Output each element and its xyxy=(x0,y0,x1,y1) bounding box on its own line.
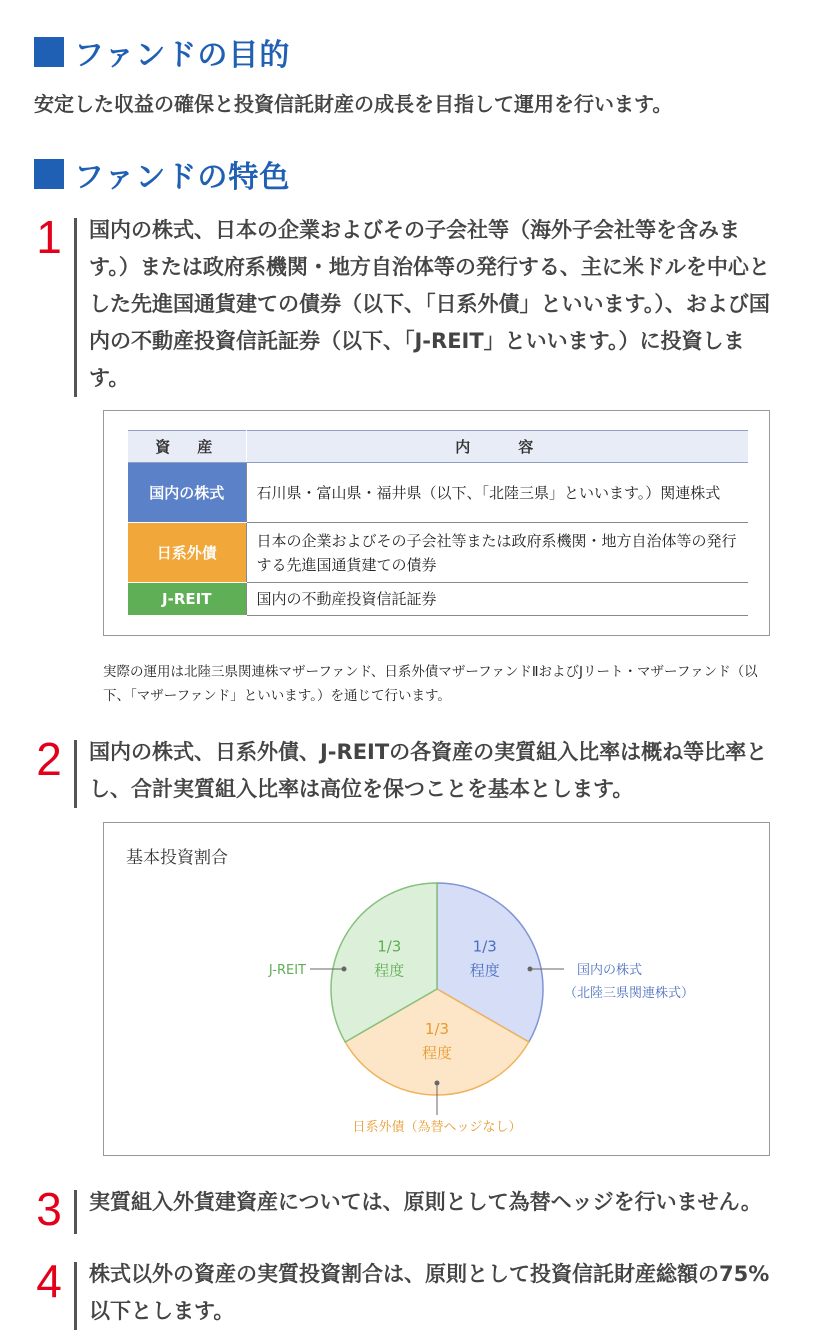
feature-item-3 xyxy=(34,1184,779,1234)
feature-divider xyxy=(74,1190,77,1234)
asset-label-jreit: J-REIT xyxy=(128,583,246,616)
operation-note: 実際の運用は北陸三県関連株マザーファンド、日系外債マザーファンドⅡおよびJリート・マザーファンド（以下、「マザーファンド」といいます。）を通じて行います。 xyxy=(103,664,758,704)
pie-slice-label: 程度 xyxy=(374,961,405,980)
feature-item-1 xyxy=(34,212,779,397)
heading-title: ファンドの目的 xyxy=(74,38,291,73)
allocation-pie-chart xyxy=(104,823,769,1155)
asset-content: 国内の不動産投資信託証券 xyxy=(246,583,748,616)
feature-text: 実質組入外貨建資産については、原則として為替ヘッジを行いません。 xyxy=(89,1190,762,1214)
feature-divider xyxy=(74,740,77,808)
asset-label-foreign-bonds: 日系外債 xyxy=(128,523,246,583)
table-row xyxy=(128,463,748,523)
table-row xyxy=(128,583,748,616)
pie-slice-label: 1/3 xyxy=(377,937,402,956)
asset-content: 日本の企業およびその子会社等または政府系機関・地方自治体等の発行する先進国通貨建ての債券 xyxy=(246,523,748,583)
pie-slice-label: 1/3 xyxy=(424,1020,450,1039)
pie-slice-label: 1/3 xyxy=(472,937,497,956)
allocation-chart-box xyxy=(103,822,770,1156)
feature-text: 国内の株式、日系外債、J-REITの各資産の実質組入比率は概ね等比率とし、合計実質組入比率は高位を保つことを基本とします。 xyxy=(89,740,768,801)
leader-dot xyxy=(528,967,533,972)
feature-item-4 xyxy=(34,1256,779,1330)
table-row xyxy=(128,523,748,583)
table-header-content: 内 容 xyxy=(246,431,748,463)
feature-number: 4 xyxy=(36,1255,62,1307)
feature-text: 株式以外の資産の実質投資割合は、原則として投資信託財産総額の75%以下とします。 xyxy=(89,1262,770,1323)
feature-item-2 xyxy=(34,734,779,808)
heading-square-icon xyxy=(34,159,64,189)
pie-slice-label: 程度 xyxy=(421,1044,453,1063)
legend-label-jreit: J-REIT xyxy=(268,963,306,978)
asset-content: 石川県・富山県・福井県（以下、「北陸三県」といいます。）関連株式 xyxy=(246,463,748,523)
section-heading-purpose xyxy=(34,30,290,74)
feature-text: 国内の株式、日本の企業およびその子会社等（海外子会社等を含みます。）または政府系機関・地方自治体等の発行する、主に米ドルを中心とした先進国通貨建ての債券（以下、「日系外債」といいます。）、および国内の不動産投資信託証券（以下、「J-REIT」といいます。）に投資します。 xyxy=(89,218,770,390)
asset-table xyxy=(128,430,748,616)
legend-label-foreign-bonds: 日系外債（為替ヘッジなし） xyxy=(352,1120,522,1135)
leader-dot xyxy=(435,1081,440,1086)
asset-table-box xyxy=(103,410,770,636)
heading-title: ファンドの特色 xyxy=(74,160,291,195)
table-header-row xyxy=(128,431,748,463)
chart-title: 基本投資割合 xyxy=(126,848,228,868)
feature-number: 1 xyxy=(36,211,62,263)
feature-divider xyxy=(74,1262,77,1330)
purpose-text: 安定した収益の確保と投資信託財産の成長を目指して運用を行います。 xyxy=(34,92,673,116)
feature-divider xyxy=(74,218,77,397)
feature-number: 3 xyxy=(36,1183,62,1235)
leader-dot xyxy=(342,967,347,972)
legend-sublabel-domestic-equity: （北陸三県関連株式） xyxy=(564,986,695,1001)
asset-label-domestic-equity: 国内の株式 xyxy=(128,463,246,523)
section-heading-features xyxy=(34,152,290,196)
pie-slice-label: 程度 xyxy=(469,961,500,980)
table-header-asset: 資 産 xyxy=(128,431,246,463)
feature-number: 2 xyxy=(36,733,62,785)
legend-label-domestic-equity: 国内の株式 xyxy=(564,963,643,978)
heading-square-icon xyxy=(34,37,64,67)
